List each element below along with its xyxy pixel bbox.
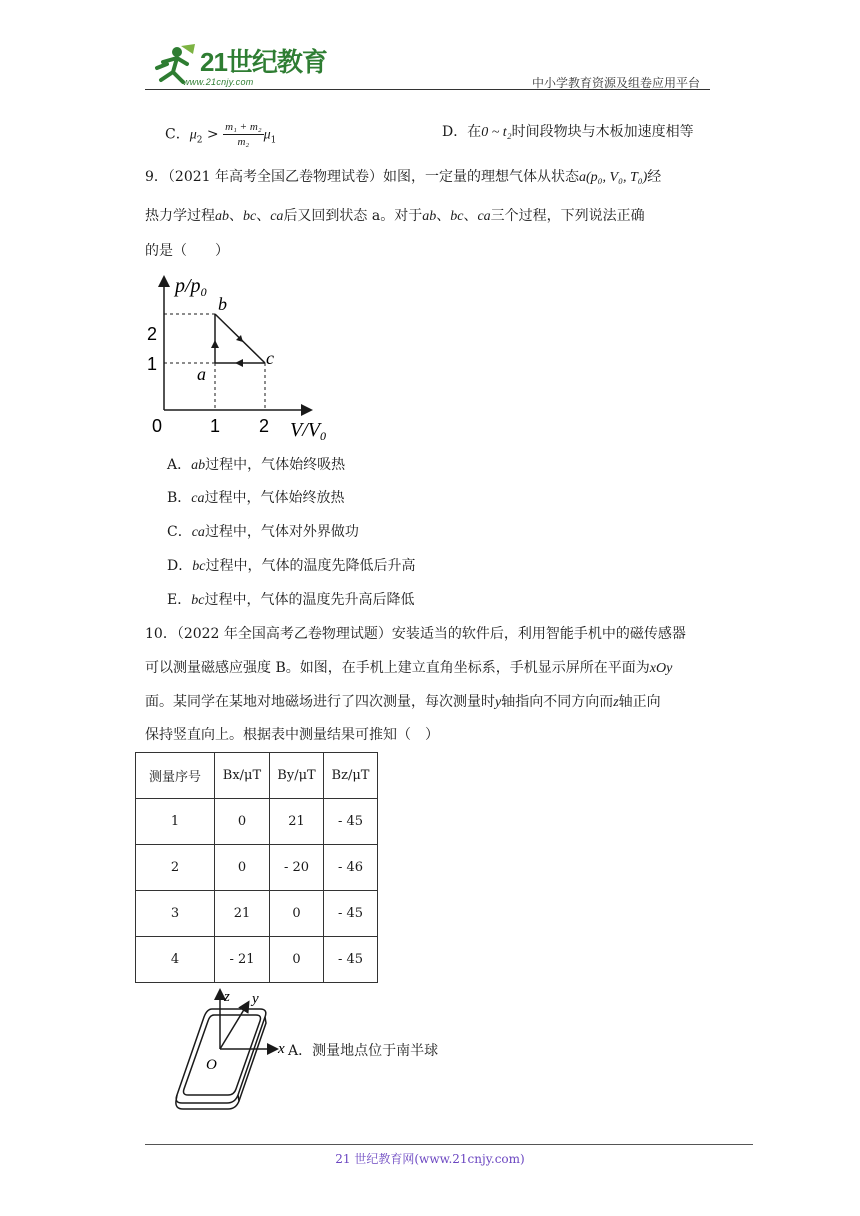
table-cell: - 45 [324,891,378,937]
header-divider [145,89,710,90]
x-tick-1: 1 [210,416,221,436]
table-cell: - 45 [324,799,378,845]
q9-line-1: 9．（2021 年高考全国乙卷物理试卷）如图，一定量的理想气体从状态a(p₀, V₀, T₀)经 [145,169,662,185]
logo-text: 21世纪教育 [200,47,327,77]
table-cell: 3 [136,891,215,937]
q10-line-3: 面。某同学在某地对地磁场进行了四次测量，每次测量时y轴指向不同方向而z轴正向 [145,694,661,710]
table-row [136,845,378,891]
table-cell: 0 [270,937,324,983]
q10-line-1: 10．（2022 年全国高考乙卷物理试题）安装适当的软件后，利用智能手机中的磁传感器 [145,626,686,642]
platform-label: 中小学教育资源及组卷应用平台 [532,76,701,90]
logo-url: www.21cnjy.com [183,77,254,87]
y-tick-1: 1 [147,354,158,374]
point-b-label: b [218,294,227,314]
q9-line-3: 的是（ ） [145,243,229,259]
table-cell: 0 [270,891,324,937]
q9-option-a: A．ab过程中，气体始终吸热 [167,457,346,473]
y-axis-label: $p/p_0$ [175,275,207,299]
point-a-label: a [197,364,206,384]
q9-option-e: E．bc过程中，气体的温度先升高后降低 [167,592,415,608]
fraction: $\frac{\text{m₁ + m₂}}{\text{m₂}}$ [225,121,262,148]
x-label: x [278,1041,285,1057]
q10-line-4: 保持竖直向上。根据表中测量结果可推知（ ） [145,727,439,743]
q8-option-d: D．在0 ~ t₂时间段物块与木板加速度相等 [442,124,694,140]
origin-label: 0 [152,416,163,436]
table-header-row [136,753,378,799]
q9-option-c: C．ca过程中，气体对外界做功 [167,524,359,540]
table-cell: 21 [270,799,324,845]
footer-divider [145,1144,753,1145]
table-cell: - 45 [324,937,378,983]
table-cell: - 21 [215,937,270,983]
q9-option-d: D．bc过程中，气体的温度先降低后升高 [167,558,416,574]
table-cell: 21 [215,891,270,937]
table-row [136,799,378,845]
point-c-label: c [266,348,274,368]
table-cell: - 20 [270,845,324,891]
pv-diagram [140,268,360,448]
q9-line-2: 热力学过程ab、bc、ca后又回到状态 a。对于ab、bc、ca三个过程，下列说法正确 [145,208,645,224]
y-tick-2: 2 [147,324,158,344]
z-label: z [224,989,230,1005]
x-axis-label: $V/V_0$ [290,419,326,443]
table-row [136,937,378,983]
phone-body-icon [176,1009,266,1109]
table-cell: 0 [215,845,270,891]
y-label: y [252,991,259,1007]
arrow-ab-icon [211,340,219,348]
arrow-ca-icon [235,359,243,367]
q9-option-b: B．ca过程中，气体始终放热 [167,490,345,506]
x-tick-2: 2 [259,416,270,436]
table-header: 测量序号 [136,753,215,799]
table-cell: 2 [136,845,215,891]
footer-link[interactable]: 21 世纪教育网(www.21cnjy.com) [335,1152,525,1166]
table-row [136,891,378,937]
q10-option-a: A．测量地点位于南半球 [288,1043,439,1059]
phone-diagram [168,985,298,1110]
table-cell: 4 [136,937,215,983]
q8-option-c: C．$\mu_2$ > $\frac{\text{m₁ + m₂}}{\text{m₂}}$ $\mu_1$ [165,121,277,148]
table-cell: 1 [136,799,215,845]
table-header: By/μT [270,753,324,799]
q10-line-2: 可以测量磁感应强度 B。如图，在手机上建立直角坐标系，手机显示屏所在平面为xOy [145,660,673,676]
table-cell: 0 [215,799,270,845]
y-axis-arrow [220,1003,248,1049]
table-cell: - 46 [324,845,378,891]
table-header: Bz/μT [324,753,378,799]
measurement-table [135,752,378,983]
table-header: Bx/μT [215,753,270,799]
origin-o-label: O [206,1057,217,1073]
